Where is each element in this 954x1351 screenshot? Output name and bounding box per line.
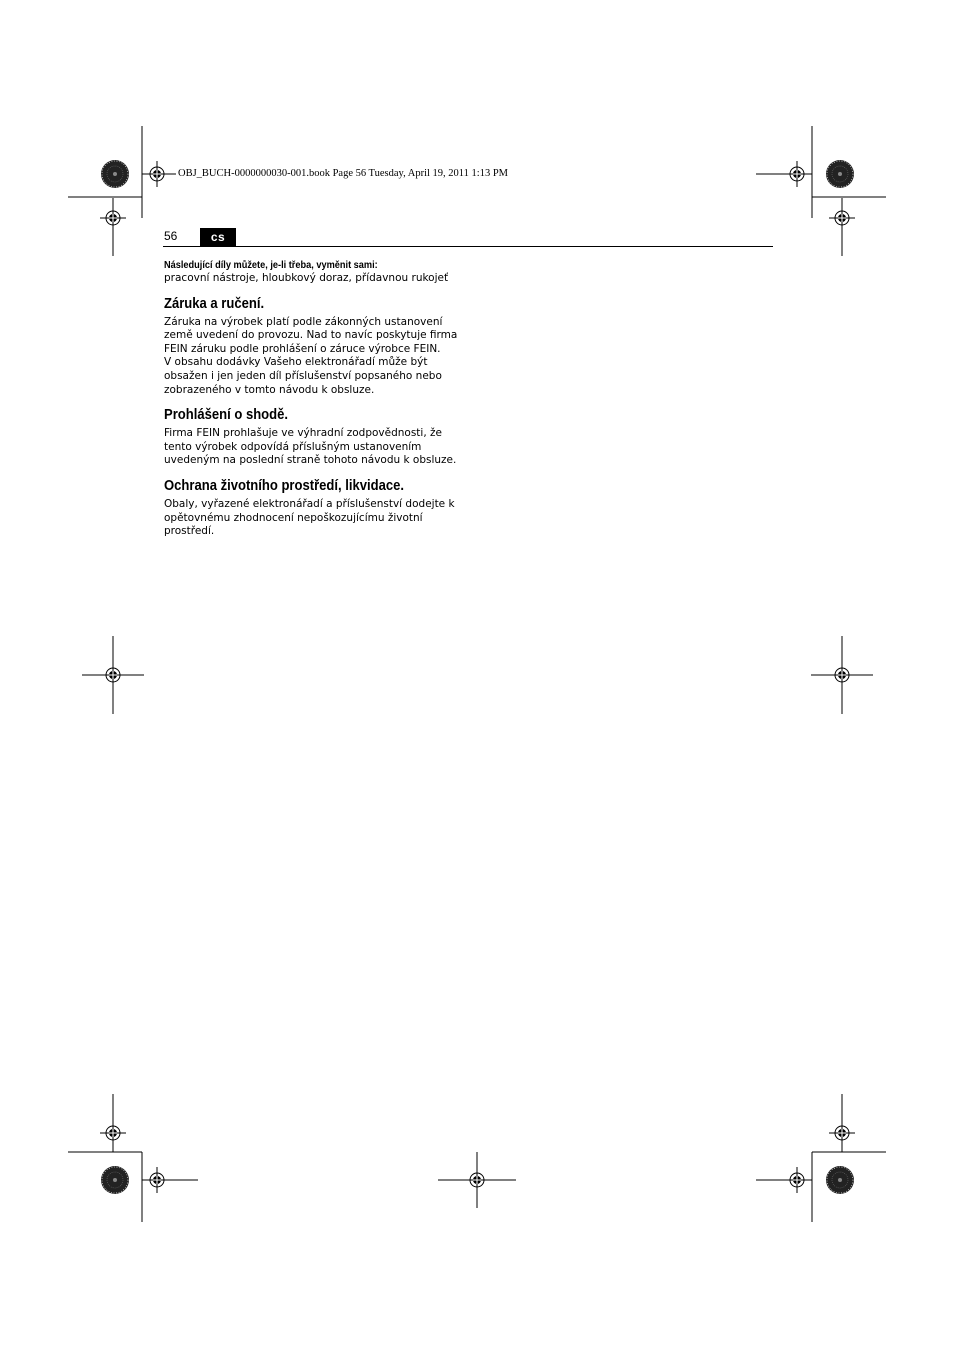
paragraph-line: V obsahu dodávky Vašeho elektronářadí může být	[164, 356, 428, 369]
paragraph-line: obsažen i jen jeden díl příslušenství popsaného nebo	[164, 369, 442, 382]
page-content	[164, 259, 464, 539]
section-title-warranty: Záruka a ručení.	[164, 295, 265, 312]
print-slug: OBJ_BUCH-0000000030-001.book Page 56 Tuesday, April 19, 2011 1:13 PM	[178, 168, 508, 179]
paragraph-line: Záruka na výrobek platí podle zákonných ustanovení	[164, 315, 443, 328]
paragraph-line: prostředí.	[164, 525, 215, 538]
language-badge: cs	[200, 228, 236, 247]
paragraph-line: FEIN záruku podle prohlášení o záruce výrobce FEIN.	[164, 342, 441, 355]
paragraph-line: uvedeným na poslední straně tohoto návodu k obsluze.	[164, 454, 457, 467]
section-title-conformity: Prohlášení o shodě.	[164, 407, 289, 424]
replaceable-parts-text: pracovní nástroje, hloubkový doraz, přídavnou rukojeť	[164, 272, 449, 284]
paragraph-line: Obaly, vyřazené elektronářadí a příslušenství dodejte k	[164, 497, 455, 510]
paragraph-line: tento výrobek odpovídá příslušným ustanovením	[164, 440, 422, 453]
page-number: 56	[164, 229, 178, 243]
paragraph-line: zobrazeného v tomto návodu k obsluze.	[164, 383, 375, 396]
paragraph-line: země uvedení do provozu. Nad to navíc poskytuje firma	[164, 329, 458, 342]
replaceable-parts-heading: Následující díly můžete, je-li třeba, vyměnit sami:	[164, 260, 378, 271]
section-title-environment: Ochrana životního prostředí, likvidace.	[164, 477, 405, 494]
header-rule	[163, 246, 773, 247]
paragraph-line: Firma FEIN prohlašuje ve výhradní zodpovědnosti, že	[164, 427, 442, 440]
paragraph-line: opětovnému zhodnocení nepoškozujícímu životní	[164, 511, 423, 524]
